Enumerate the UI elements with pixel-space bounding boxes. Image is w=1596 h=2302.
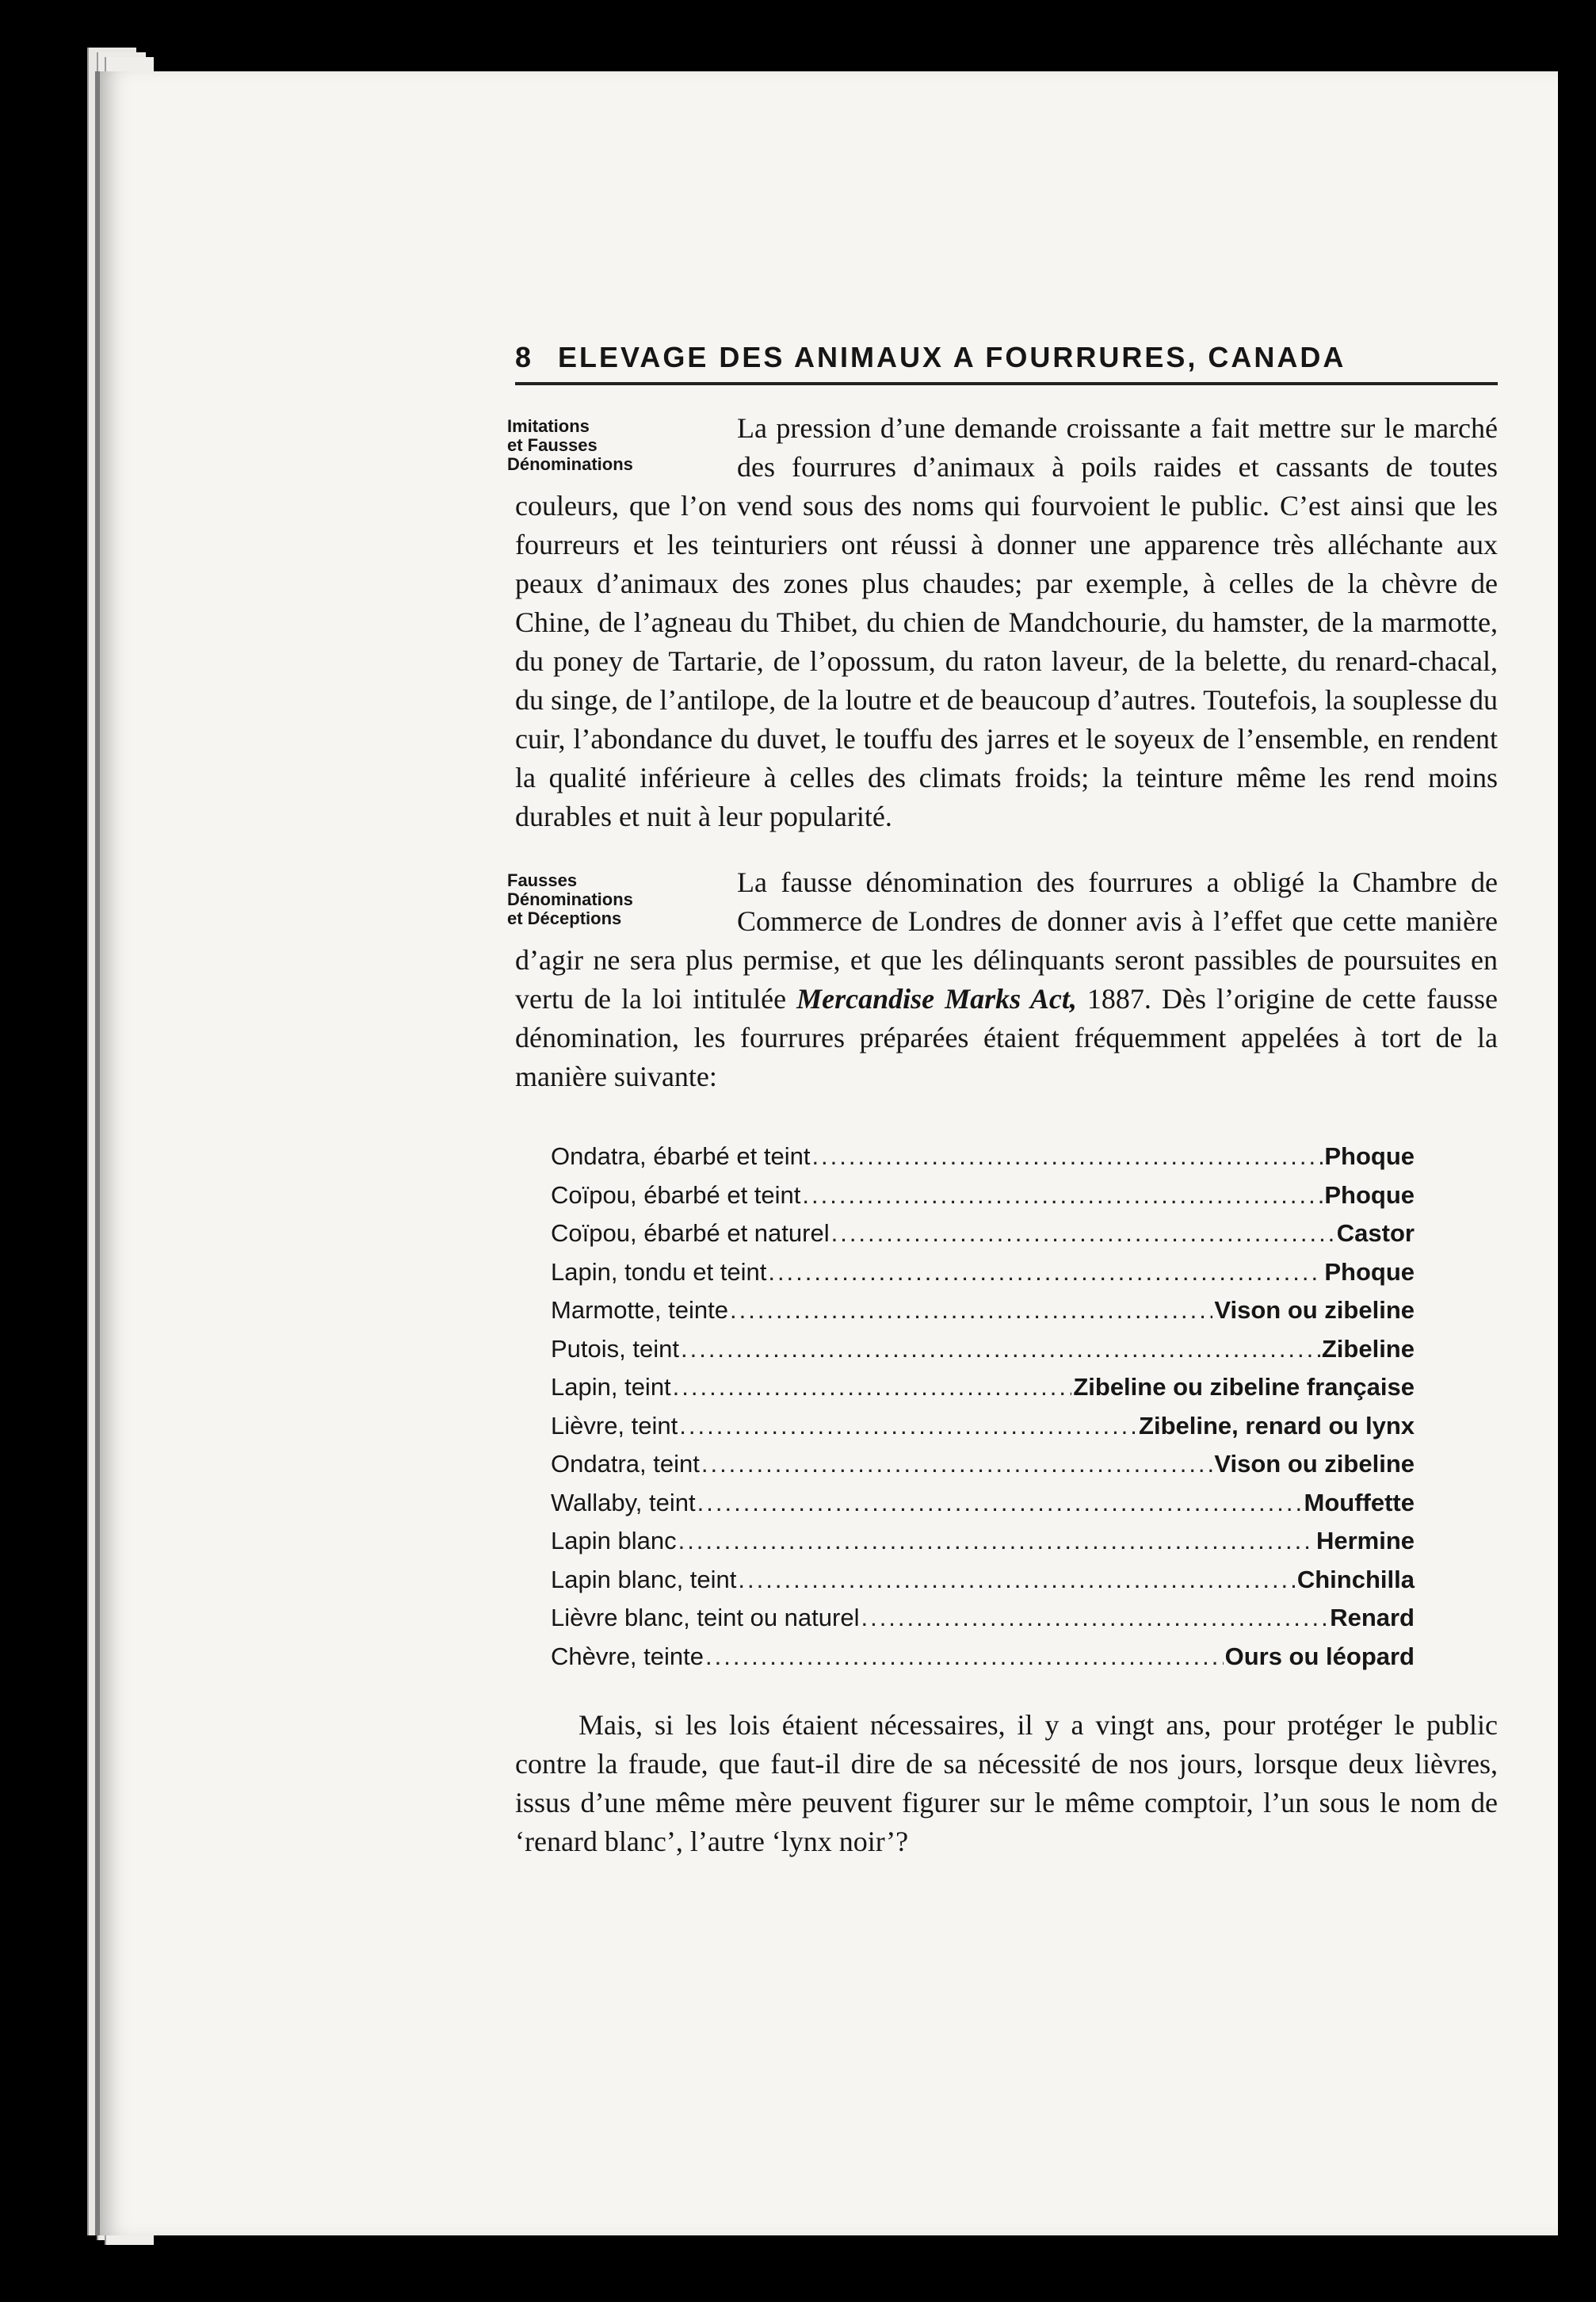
true-fur: Lièvre, teint (551, 1411, 678, 1440)
true-fur: Wallaby, teint (551, 1488, 696, 1516)
true-fur: Marmotte, teinte (551, 1296, 728, 1324)
list-item (551, 1561, 1415, 1600)
list-item (551, 1407, 1415, 1446)
page-content (507, 341, 1498, 1861)
list-item (551, 1484, 1415, 1523)
list-item (551, 1445, 1415, 1484)
false-name: Chinchilla (1296, 1565, 1415, 1593)
true-fur: Lapin blanc, teint (551, 1565, 737, 1593)
margin-note-line: Dénominations (507, 889, 633, 909)
denomination-list (551, 1138, 1415, 1676)
false-name: Vison ou zibeline (1214, 1450, 1415, 1478)
true-fur: Lièvre blanc, teint ou naturel (551, 1604, 860, 1631)
paragraph-closing (515, 1706, 1498, 1861)
false-name: Hermine (1315, 1527, 1415, 1554)
false-name: Phoque (1324, 1180, 1415, 1209)
false-name: Mouffette (1304, 1488, 1415, 1516)
dot-leader (768, 1253, 1323, 1292)
false-name: Renard (1330, 1604, 1415, 1631)
true-fur: Lapin, tondu et teint (551, 1257, 767, 1286)
list-item (551, 1138, 1415, 1176)
dot-leader (678, 1522, 1315, 1561)
true-fur: Coïpou, ébarbé et teint (551, 1180, 801, 1209)
dot-leader (679, 1407, 1137, 1446)
dot-leader (673, 1368, 1072, 1407)
margin-note-imitations (507, 417, 705, 474)
paragraph-imitations (507, 409, 1498, 836)
true-fur: Ondatra, ébarbé et teint (551, 1142, 811, 1170)
margin-note-line: Fausses (507, 870, 578, 890)
false-name: Phoque (1324, 1142, 1415, 1170)
dot-leader (738, 1561, 1295, 1600)
margin-note-line: et Déceptions (507, 908, 622, 928)
false-name: Zibeline, renard ou lynx (1139, 1411, 1415, 1440)
page-number: 8 (515, 341, 534, 373)
margin-note-line: Imitations (507, 416, 590, 436)
true-fur: Lapin blanc (551, 1527, 677, 1554)
running-title: ELEVAGE DES ANIMAUX A FOURRURES, CANADA (558, 341, 1346, 373)
true-fur: Ondatra, teint (551, 1450, 700, 1478)
list-item (551, 1330, 1415, 1369)
margin-note-line: Dénominations (507, 454, 633, 474)
margin-note-fausses (507, 871, 705, 928)
paragraph-text: Mais, si les lois étaient nécessaires, il y a vingt ans, pour protéger le public contre la fraude, que faut-il dire de sa nécessité de nos jours, lorsque deux lièvres, issus d’une même mère peuvent figurer sur le même comptoir, l’un sous le nom de ‘renard blanc’, l’autre ‘lynx noir’? (515, 1709, 1498, 1857)
false-name: Vison ou zibeline (1214, 1296, 1415, 1324)
paragraph-fausses-denominations (507, 863, 1498, 1096)
false-name: Phoque (1324, 1257, 1415, 1286)
dot-leader (802, 1176, 1323, 1215)
list-item (551, 1176, 1415, 1215)
list-item (551, 1522, 1415, 1561)
paragraph-text: La fausse dénomination des fourrures a obligé la Chambre de Commerce de Londres de donner avis à l’effet que cette manière d’agir ne sera plus permise, et que les délinquants seront passibles de poursuites en vertu de la loi intitulée (515, 866, 1498, 1015)
list-item (551, 1253, 1415, 1292)
dot-leader (730, 1291, 1212, 1330)
list-item (551, 1638, 1415, 1677)
list-item (551, 1214, 1415, 1253)
dot-leader (811, 1138, 1323, 1176)
act-name: Mercandise Marks Act, (796, 983, 1077, 1015)
true-fur: Putois, teint (551, 1334, 679, 1363)
margin-note-line: et Fausses (507, 435, 598, 455)
true-fur: Coïpou, ébarbé et naturel (551, 1219, 830, 1247)
dot-leader (701, 1445, 1213, 1484)
paragraph-text: La pression d’une demande croissante a fait mettre sur le marché des fourrures d’animaux à poils raides et cassants de toutes couleurs, que l’on vend sous des noms qui fourvoient le public. C’est ainsi que les fourreurs et les teinturiers ont réussi à donner une apparence très alléchante aux peaux d’animaux des zones plus chaudes; par exemple, à celles de la chèvre de Chine, de l’agneau du Thibet, du chien de Mandchourie, du hamster, de la marmotte, du poney de Tartarie, de l’opossum, du raton laveur, de la belette, du renard-chacal, du singe, de l’antilope, de la loutre et de beaucoup d’autres. Toutefois, la souplesse du cuir, l’abondance du duvet, le touffu des jarres et le soyeux de l’ensemble, en rendent la qualité inférieure à celles des climats froids; la teinture même les rend moins durables et nuit à leur popularité. (515, 412, 1498, 832)
dot-leader (831, 1214, 1335, 1253)
dot-leader (681, 1330, 1320, 1369)
paragraph-text: 1887. Dès l’origine de cette fausse dénomination, les fourrures préparées étaient fréquemment appelées à tort de la manière suivante: (515, 983, 1498, 1092)
true-fur: Chèvre, teinte (551, 1642, 704, 1670)
list-item (551, 1368, 1415, 1407)
dot-leader (705, 1638, 1224, 1677)
true-fur: Lapin, teint (551, 1373, 671, 1401)
false-name: Castor (1336, 1219, 1415, 1247)
false-name: Ours ou léopard (1224, 1642, 1415, 1670)
false-name: Zibeline (1321, 1334, 1415, 1363)
dot-leader (861, 1599, 1328, 1638)
list-item (551, 1291, 1415, 1330)
list-item (551, 1599, 1415, 1638)
running-header (515, 341, 1498, 385)
dot-leader (697, 1484, 1303, 1523)
false-name: Zibeline ou zibeline française (1073, 1373, 1415, 1401)
